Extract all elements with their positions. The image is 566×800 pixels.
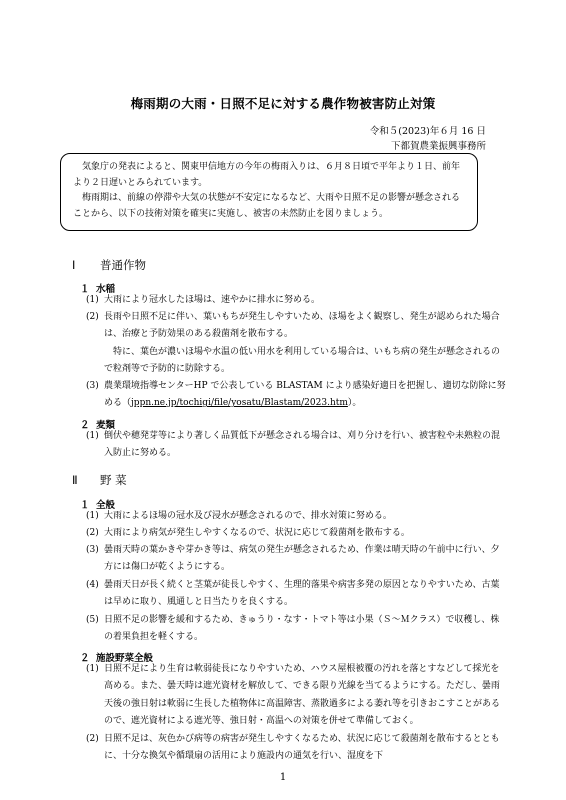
subsection-number: ２: [80, 653, 90, 664]
list-item: [86, 344, 506, 379]
item-marker: (4): [86, 580, 99, 590]
item-text-body: 農業環境指導センターHP で公表している BLASTAM により感染好適日を把握し、適切な防除に努める（: [104, 381, 506, 409]
item-text: 特に、葉色が濃いほ場や水温の低い用水を利用している場合は、いもち病の発生が懸念されるので粒剤等で予防的に防除する。: [104, 347, 501, 375]
item-text: 日照不足の影響を緩和するため、きゅうり・なす・トマト等は小果（Ｓ～Ｍクラス）で収穫し、株の着果負担を軽くする。: [104, 615, 500, 643]
item-text: 大雨により病気が発生しやすくなるので、状況に応じて殺菌剤を散布する。: [104, 528, 410, 538]
issuing-office: 下都賀農業振興事務所: [390, 141, 486, 152]
list-item: [86, 428, 506, 463]
item-text: 大雨により冠水したほ場は、速やかに排水に努める。: [104, 295, 321, 305]
item-text: 日照不足は、灰色かび病等の病害が発生しやすくなるため、状況に応じて殺菌剤を散布するとともに、十分な換気や循環扇の活用により施設内の通気を行い、湿度を下: [104, 734, 500, 762]
intro-box: [60, 153, 478, 231]
item-marker: (2): [86, 312, 99, 322]
item-marker: (1): [86, 664, 99, 674]
item-text: 大雨によるほ場の冠水及び浸水が懸念されるので、排水対策に努める。: [104, 511, 392, 521]
subsection-number: １: [80, 284, 90, 295]
page-number: 1: [279, 772, 287, 783]
intro-paragraph: 気象庁の発表によると、関東甲信地方の今年の梅雨入りは、６月８日頃で平年より１日、前年より２日遅いとみられています。: [73, 162, 461, 188]
item-marker: (2): [86, 528, 99, 538]
list-item: [86, 612, 506, 647]
list-item: [86, 542, 506, 577]
section-title: 普通作物: [100, 258, 146, 272]
item-marker: (1): [86, 431, 99, 441]
item-marker: (5): [86, 615, 99, 625]
item-marker: (1): [86, 295, 99, 305]
list-item: [86, 661, 506, 730]
item-text: [104, 378, 506, 413]
item-text: 長雨や日照不足に伴い、葉いもちが発生しやすいため、ほ場をよく観察し、発生が認められた場合は、治療と予防効果のある殺菌剤を散布する。: [104, 312, 500, 340]
item-text: 日照不足により生育は軟弱徒長になりやすいため、ハウス屋根被覆の汚れを落とすなどして採光を高める。また、曇天時は遮光資材を解放して、できる限り光線を当てるようにする。ただし、曇雨天後の強日射は軟弱に生長した植物体に高温障害、蒸散過多による萎れ等を引きおこすことがあるので、遮光資材による遮光等、強日射・高温への対策を併せて準備しておく。: [104, 664, 501, 726]
item-marker: (1): [86, 511, 99, 521]
document-title: 梅雨期の大雨・日照不足に対する農作物被害防止対策: [130, 96, 436, 111]
blastam-link[interactable]: jppn.ne.jp/tochigi/file/yosatu/Blastam/2023.htm: [131, 398, 348, 409]
section-heading: [72, 472, 127, 488]
item-text: 倒伏や穂発芽等により著しく品質低下が懸念される場合は、刈り分けを行い、被害粒や未熟粒の混入防止に努める。: [104, 431, 501, 459]
item-marker: (2): [86, 734, 99, 744]
subsection-title: 水稲: [96, 284, 116, 295]
section-number: Ⅰ: [72, 258, 76, 272]
item-text: 曇雨天時の葉かきや芽かき等は、病気の発生が懸念されるため、作業は晴天時の午前中に行い、夕方には傷口が乾くようにする。: [104, 545, 500, 573]
section-title: 野 菜: [100, 473, 127, 487]
item-text: 曇雨天日が長く続くと茎葉が徒長しやすく、生理的落果や病害多発の原因となりやすいため、古葉は早めに取り、風通しと日当たりを良くする。: [104, 580, 500, 608]
list-item: [86, 508, 506, 525]
subsection-title: 全般: [96, 500, 116, 511]
list-item: [86, 577, 506, 612]
item-text-tail: ）。: [347, 398, 362, 409]
list-item: [86, 378, 506, 413]
issue-date: 令和５(2023)年６月 16 日: [369, 126, 486, 137]
item-marker: (3): [86, 381, 99, 391]
list-item: [86, 309, 506, 344]
subsection-title: 麦類: [96, 420, 116, 431]
list-item: [86, 731, 506, 766]
section-number: Ⅱ: [72, 473, 78, 487]
list-item: [86, 525, 506, 542]
section-heading: [72, 257, 146, 273]
item-marker: (3): [86, 545, 99, 555]
list-item: [86, 292, 506, 309]
intro-paragraph: 梅雨期は、前線の停滞や大気の状態が不安定になるなど、大雨や日照不足の影響が懸念されることから、以下の技術対策を確実に実施し、被害の未然防止を図りましょう。: [73, 193, 461, 219]
subsection-number: １: [80, 500, 90, 511]
subsection-number: ２: [80, 420, 90, 431]
subsection-title: 施設野菜全般: [96, 653, 154, 664]
